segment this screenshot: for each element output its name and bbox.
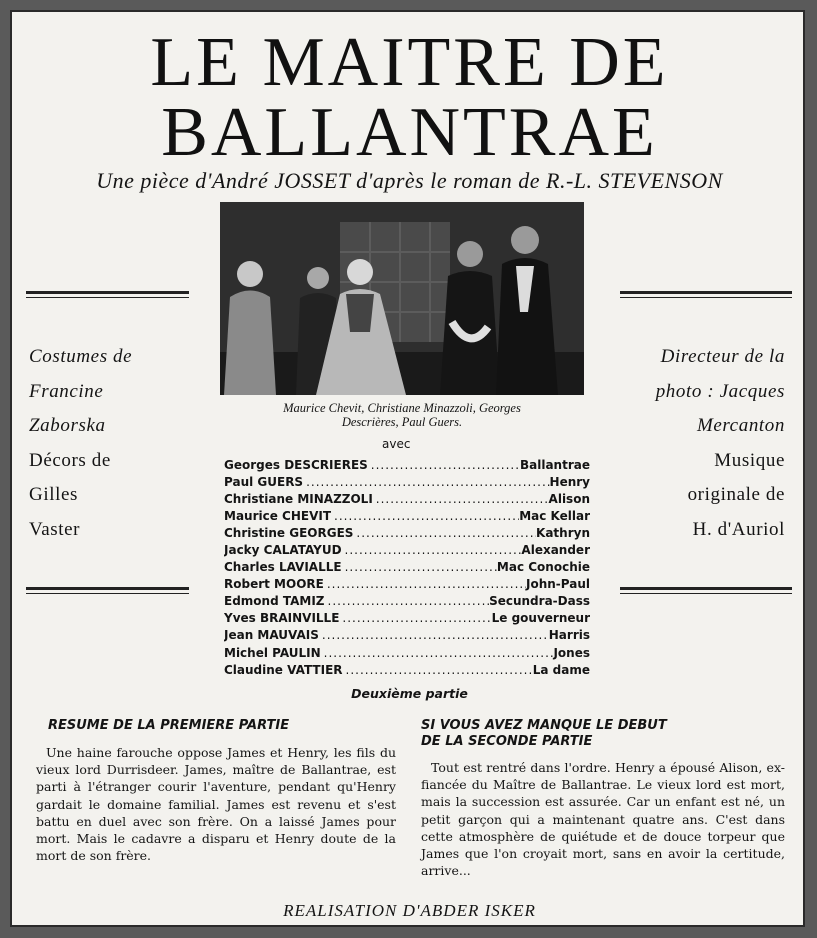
cast-role: Mac Conochie [496,560,590,575]
cast-role: John-Paul [525,577,590,592]
right-rule-bottom [620,587,792,594]
right-credit-line-5: originale de [687,484,785,505]
right-credit-line-4: Musique [714,449,785,471]
left-credit-line-1: Costumes de [29,346,133,367]
cast-leader-dots [321,646,554,660]
cast-actor: Michel PAULIN [224,645,321,660]
cast-leader-dots [373,492,549,506]
cast-role: Kathryn [536,525,590,540]
cast-role: Harris [548,628,590,643]
caption-line-1: Maurice Chevit, Christiane Minazzoli, Georges [283,401,521,415]
production-photo [220,202,584,395]
cast-actor: Claudine VATTIER [224,662,343,677]
cast-row [224,627,590,644]
title-line-2: BALLANTRAE [161,94,658,171]
cast-leader-dots [303,475,549,489]
cast-row [224,490,590,507]
cast-row [224,507,590,524]
left-credit-line-5: Gilles [29,484,78,505]
cast-actor: Charles LAVIALLE [224,560,342,575]
cast-actor: Jacky CALATAYUD [224,543,342,558]
cast-row [224,541,590,558]
cast-row [224,644,590,661]
cast-intro: avec [382,437,411,451]
cast-role: Mac Kellar [519,508,590,523]
caption-line-2: Descrières, Paul Guers. [341,415,463,429]
cast-leader-dots [342,543,522,557]
cast-leader-dots [343,663,533,677]
right-summary-heading-line-2: DE LA SECONDE PARTIE [421,734,593,749]
right-summary-heading [421,718,791,750]
title-line-1: LE MAITRE DE [150,24,669,101]
cast-leader-dots [324,577,526,591]
cast-role: Le gouverneur [491,611,590,626]
right-credit-line-2: photo : Jacques [655,380,785,402]
footer-credit: REALISATION D'ABDER ISKER [283,901,536,920]
right-credit-line-1: Directeur de la [660,346,785,367]
cast-actor: Maurice CHEVIT [224,508,332,523]
cast-row [224,473,590,490]
left-credit-line-2: Francine [29,380,104,402]
left-rule-top [26,291,189,298]
cast-role: Henry [549,474,590,489]
right-summary-body: Tout est rentré dans l'ordre. Henry a épousé Alison, ex-fiancée du Maître de Ballantrae. Le vieux lord est mort, mais la succession est assurée. Car un enfant est né, un petit garçon qui a maintenant quatre ans. C'est dans cette atmosphère de quiétude et de douce torpeur que James que l'on croyait mort, sans en avoir la certitude, arrive... [421,760,785,879]
cast-row [224,524,590,541]
right-rule-top [620,291,792,298]
cast-row [224,593,590,610]
cast-leader-dots [319,628,549,642]
right-credit-line-6: H. d'Auriol [692,518,785,540]
cast-leader-dots [342,560,497,574]
cast-row [224,576,590,593]
photo-caption [212,401,592,429]
right-summary-heading-line-1: SI VOUS AVEZ MANQUE LE DEBUT [421,718,667,733]
cast-role: La dame [532,662,590,677]
cast-leader-dots [325,594,490,608]
subtitle: Une pièce d'André JOSSET d'après le roman de R.-L. STEVENSON [96,168,723,193]
cast-row [224,661,590,678]
cast-actor: Jean MAUVAIS [224,628,319,643]
left-credit-line-6: Vaster [29,518,81,540]
left-rule-bottom [26,587,189,594]
cast-row [224,559,590,576]
cast-actor: Christiane MINAZZOLI [224,491,373,506]
magazine-page [10,10,805,927]
cast-leader-dots [339,611,491,625]
cast-role: Secundra-Dass [489,594,590,609]
left-credit-line-3: Zaborska [29,415,106,436]
cast-actor: Georges DESCRIERES [224,457,368,472]
left-summary-body: Une haine farouche oppose James et Henry, les fils du vieux lord Durrisdeer. James, maître de Ballantrae, est parti à l'étranger courir l'aventure, pendant qu'Henry gardait le domaine familial. James est revenu et s'est battu en duel avec son frère. On a laissé James pour mort. Mais le cadavre a disparu et Henry doute de la mort de son frère. [36,745,396,864]
cast-leader-dots [331,509,519,523]
cast-role: Ballantrae [519,457,590,472]
right-credit-line-3: Mercanton [696,415,785,436]
cast-leader-dots [368,458,520,472]
cast-actor: Robert MOORE [224,577,324,592]
cast-actor: Christine GEORGES [224,525,354,540]
right-credits [592,340,785,547]
cast-list [224,456,590,678]
cast-actor: Yves BRAINVILLE [224,611,340,626]
cast-actor: Edmond TAMIZ [224,594,325,609]
photo-illustration [220,202,584,395]
part-label: Deuxième partie [351,686,468,701]
cast-role: Alison [548,491,590,506]
cast-actor: Paul GUERS [224,474,304,489]
left-credits [29,340,132,547]
cast-row [224,456,590,473]
cast-leader-dots [353,526,536,540]
left-credit-line-4: Décors de [29,449,111,471]
cast-role: Jones [553,645,590,660]
cast-role: Alexander [521,543,590,558]
cast-row [224,610,590,627]
left-summary-heading: RESUME DE LA PREMIERE PARTIE [48,718,290,733]
